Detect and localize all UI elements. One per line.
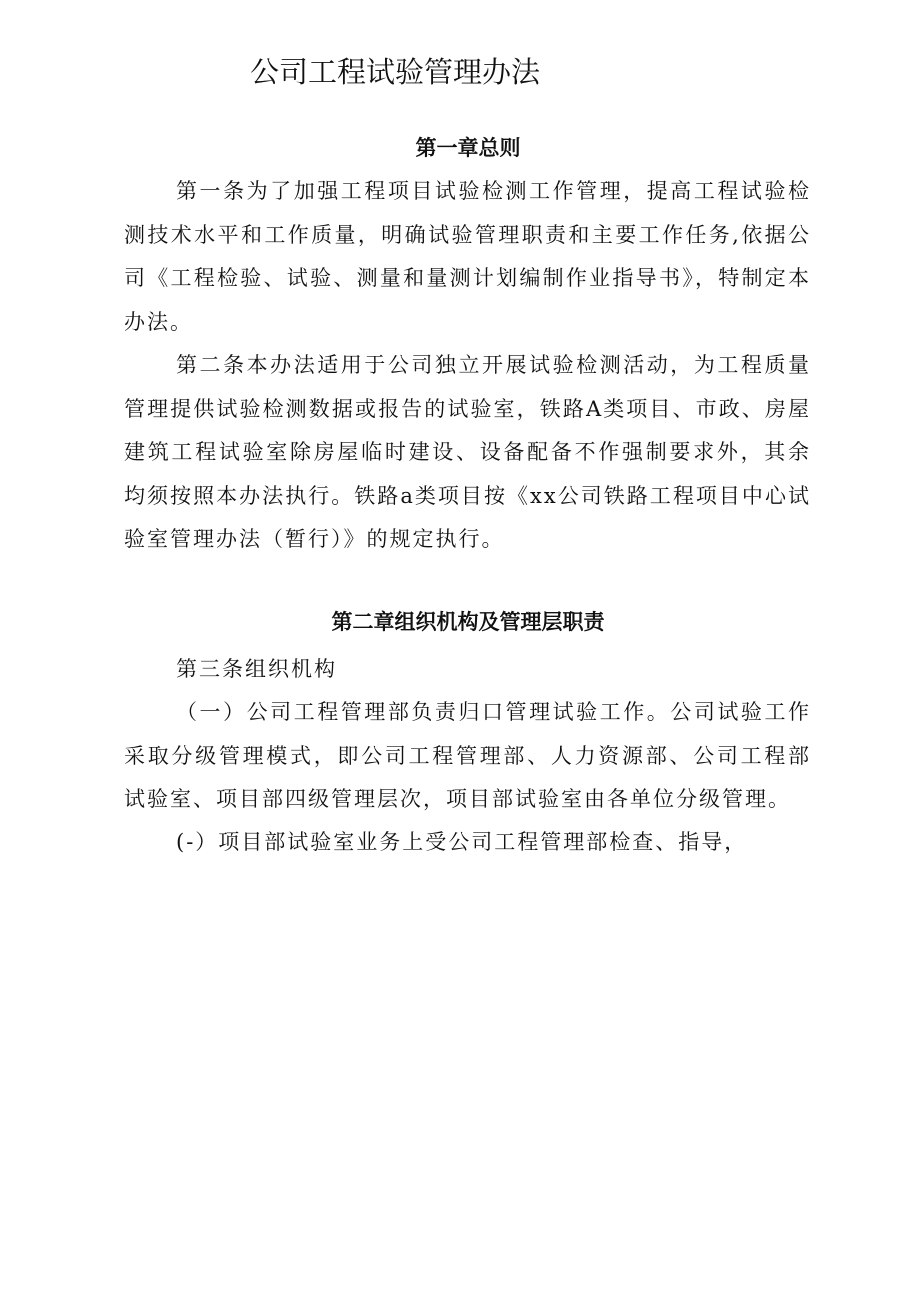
document-title: 公司工程试验管理办法 <box>250 55 541 89</box>
article-3-item-1: （一）公司工程管理部负责归口管理试验工作。公司试验工作采取分级管理模式，即公司工程管理部、人力资源部、公司工程部试验室、项目部四级管理层次，项目部试验室由各单位分级管理。 <box>124 700 811 811</box>
article-3-item-2: (-）项目部试验室业务上受公司工程管理部检查、指导， <box>176 830 748 854</box>
chapter-1-heading: 第一章总则 <box>415 136 521 160</box>
chapter-2-heading: 第二章组织机构及管理层职责 <box>331 610 605 634</box>
article-3-title: 第三条组织机构 <box>176 657 337 681</box>
article-1-paragraph: 第一条为了加强工程项目试验检测工作管理，提高工程试验检测技术水平和工作质量，明确试验管理职责和主要工作任务,依据公司《工程检验、试验、测量和量测计划编制作业指导书》，特制定本办法。 <box>124 179 811 334</box>
article-2-paragraph: 第二条本办法适用于公司独立开展试验检测活动，为工程质量管理提供试验检测数据或报告的试验室，铁路A类项目、市政、房屋建筑工程试验室除房屋临时建设、设备配备不作强制要求外，其余均须按照本办法执行。铁路a类项目按《xx公司铁路工程项目中心试验室管理办法（暂行）》的规定执行。 <box>124 353 811 551</box>
